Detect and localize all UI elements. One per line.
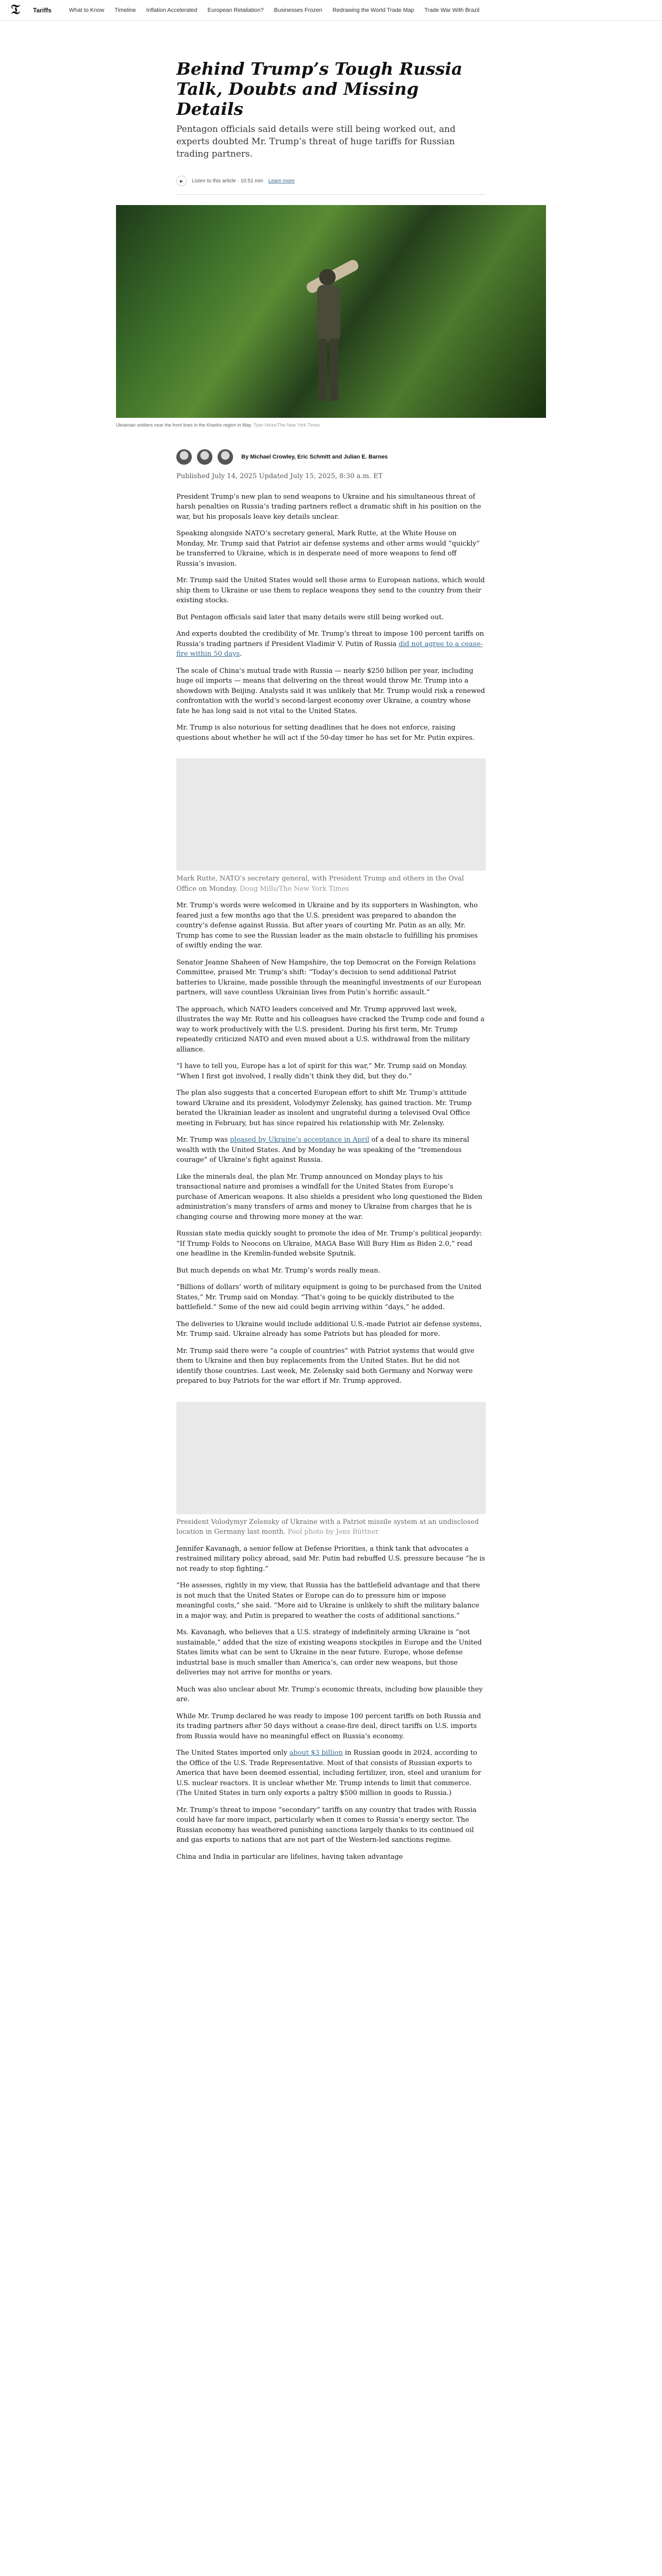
paragraph: Mr. Trump is also notorious for setting deadlines that he does not enforce, raising questions about whether he will act if the 50-day timer he has set for Mr. Putin expires. xyxy=(176,724,475,742)
paragraph: President Trump’s new plan to send weapons to Ukraine and his simultaneous threat of harsh penalties on Russia’s trading partners reflect a dramatic shift in his position on the war, but his proposals leave key details unclear. xyxy=(176,493,482,521)
nav-link-european-retaliation[interactable]: European Retaliation? xyxy=(207,7,264,13)
paragraph-text: The United States imported only xyxy=(176,1749,290,1757)
headline: Behind Trump’s Tough Russia Talk, Doubts and Missing Details xyxy=(176,59,462,119)
hero-credit: Tyler Hicks/The New York Times xyxy=(253,422,320,428)
paragraph: Mr. Trump’s threat to impose “secondary” tariffs on any country that trades with Russia could have far more impact, particularly when it comes to Russia’s energy sector. The Russian economy has weathered punishing sanctions largely thanks to its continued oil and gas exports to nations that are not part of the Western-led sanctions regime. xyxy=(176,1806,477,1844)
image-placeholder xyxy=(176,758,486,871)
hero-image xyxy=(116,205,546,418)
byline-text[interactable]: By Michael Crowley, Eric Schmitt and Julian E. Barnes xyxy=(241,454,388,460)
figure-caption-text: President Volodymyr Zelensky of Ukraine with a Patriot missile system at an undisclosed location in Germany last month. xyxy=(176,1518,479,1536)
figure-caption-text: Mark Rutte, NATO’s secretary general, with President Trump and others in the Oval Office on Monday. xyxy=(176,875,464,893)
paragraph: The deliveries to Ukraine would include additional U.S.-made Patriot air defense systems, Mr. Trump said. Ukraine already has some Patriots but has pleaded for more. xyxy=(176,1320,482,1338)
article-body xyxy=(176,449,486,1862)
dateline: Published July 14, 2025 Updated July 15, 2025, 8:30 a.m. ET xyxy=(176,472,383,480)
byline xyxy=(176,449,486,465)
paragraph: Ms. Kavanagh, who believes that a U.S. strategy of indefinitely arming Ukraine is “not sustainable,” added that the size of existing weapons stockpiles in Europe and the United States limits what can be sent to Ukraine in the near future. Europe, whose defense industrial base is much smaller than America’s, can order new weapons, but those deliveries may not arrive for months or years. xyxy=(176,1629,482,1676)
paragraph: Mr. Trump’s words were welcomed in Ukraine and by its supporters in Washington, who feared just a few months ago that the U.S. president was prepared to abandon the country’s defense against Russia. But after years of courting Mr. Putin as an ally, Mr. Trump has come to see the Russian leader as the main obstacle to fulfilling his promises of swiftly ending the war. xyxy=(176,902,478,950)
listen-label: Listen to this article · 10:51 min xyxy=(192,178,263,184)
paragraph: “I have to tell you, Europe has a lot of spirit for this war,” Mr. Trump said on Monday. “When I first got involved, I really didn’t think they did, but they do.” xyxy=(176,1062,468,1080)
figure-zelensky xyxy=(176,1402,486,1537)
image-placeholder xyxy=(176,1402,486,1514)
article xyxy=(176,59,486,195)
hero-caption xyxy=(116,422,546,429)
learn-more-link[interactable]: Learn more xyxy=(268,178,295,184)
paragraph: Mr. Trump said there were “a couple of countries” with Patriot systems that would give them to Ukraine and then buy replacements from the United States. But he did not identify those countries. Last week, Mr. Zelensky said both Germany and Norway were prepared to buy Patriots for the war effort if Mr. Trump approved. xyxy=(176,1347,474,1385)
paragraph: But much depends on what Mr. Trump’s words really mean. xyxy=(176,1266,380,1275)
figure-credit: Pool photo by Jens Büttner xyxy=(287,1528,379,1536)
imports-link[interactable]: about $3 billion xyxy=(289,1749,343,1757)
paragraph-text: And experts doubted the credibility of Mr. Trump’s threat to impose 100 percent tariffs on Russia’s trading partners if President Vladimir V. Putin of Russia xyxy=(176,630,484,648)
play-icon[interactable]: ▶ xyxy=(176,176,187,186)
author-avatar[interactable] xyxy=(197,449,212,465)
paragraph: Speaking alongside NATO’s secretary general, Mark Rutte, at the White House on Monday, Mr. Trump said that Patriot air defense systems and other arms would “quickly” be transferred to Ukraine, which is in desperate need of more weapons to fend off Russia’s invasion. xyxy=(176,530,480,568)
nav-link-trade-war-brazil[interactable]: Trade War With Brazil xyxy=(424,7,479,13)
paragraph: China and India in particular are lifelines, having taken advantage xyxy=(176,1853,403,1861)
minerals-deal-link[interactable]: pleased by Ukraine’s acceptance in April xyxy=(230,1136,370,1144)
hero-figure xyxy=(116,205,546,429)
figure-rutte xyxy=(176,758,486,894)
summary: Pentagon officials said details were still being worked out, and experts doubted Mr. Trump’s threat of huge tariffs for Russian trading partners. xyxy=(176,124,456,159)
hero-caption-text: Ukrainian soldiers near the front lines in the Kharkiv region in May. xyxy=(116,422,252,428)
paragraph: Jennifer Kavanagh, a senior fellow at Defense Priorities, a think tank that advocates a restrained military policy abroad, said Mr. Putin had rebuffed U.S. pressure because “he is not ready to stop fighting.” xyxy=(176,1545,485,1573)
paragraph: Senator Jeanne Shaheen of New Hampshire, the top Democrat on the Foreign Relations Committee, praised Mr. Trump’s shift: “Today’s decision to send additional Patriot batteries to Ukraine, made possible through the meaningful investments of our European partners, will save countless Ukrainian lives from Putin’s horrific assault.” xyxy=(176,958,482,996)
paragraph xyxy=(176,629,486,659)
nav-link-timeline[interactable]: Timeline xyxy=(114,7,136,13)
paragraph: While Mr. Trump declared he was ready to impose 100 percent tariffs on both Russia and its trading partners after 50 days without a cease-fire deal, direct tariffs on U.S. imports from Russia would have no meaningful effect on Russia’s economy. xyxy=(176,1712,481,1740)
figure-caption xyxy=(176,874,486,894)
paragraph: Russian state media quickly sought to promote the idea of Mr. Trump’s political jeopardy: “If Trump Folds to Neocons on Ukraine, MAGA Base Will Bury Him as Biden 2.0,” read one headline in the Kremlin-funded website Sputnik. xyxy=(176,1230,482,1258)
paragraph-text: of a deal to share its mineral wealth with the United States. And by Monday he was speaking of the “tremendous courage” of Ukraine’s fight against Russia. xyxy=(176,1136,469,1164)
paragraph: The plan also suggests that a concerted European effort to shift Mr. Trump’s attitude toward Ukraine and its president, Volodymyr Zelensky, has gained traction. Mr. Trump berated the Ukrainian leader as insolent and ungrateful during a televised Oval Office meeting in February, but has since repaired his relationship with Mr. Zelensky. xyxy=(176,1089,472,1127)
paragraph xyxy=(176,1748,486,1799)
paragraph: “He assesses, rightly in my view, that Russia has the battlefield advantage and that there is not much that the United States or Europe can do to pressure him or impose meaningful costs,” she said. “More aid to Ukraine is unlikely to shift the military balance in a major way, and Putin is prepared to weather the costs of additional sanctions.” xyxy=(176,1582,481,1620)
paragraph: “Billions of dollars’ worth of military equipment is going to be purchased from the United States,” Mr. Trump said on Monday. “That’s going to be quickly distributed to the battlefield.” Some of the new aid could begin arriving within “days,” he added. xyxy=(176,1283,482,1311)
ceasefire-link[interactable]: did not agree to a cease-fire within 50 days xyxy=(176,640,483,658)
figure-caption xyxy=(176,1517,486,1537)
paragraph-text: Mr. Trump was xyxy=(176,1136,230,1144)
paragraph xyxy=(176,1135,486,1165)
nav-link-businesses-frozen[interactable]: Businesses Frozen xyxy=(274,7,322,13)
top-nav xyxy=(0,0,662,21)
paragraph: The approach, which NATO leaders conceived and Mr. Trump approved last week, illustrates the way Mr. Rutte and his colleagues have cracked the Trump code and found a way to work productively with the U.S. president. During his first term, Mr. Trump repeatedly criticized NATO and even mused about a U.S. withdrawal from the military alliance. xyxy=(176,1005,485,1054)
nav-link-trade-map[interactable]: Redrawing the World Trade Map xyxy=(332,7,415,13)
author-avatar[interactable] xyxy=(218,449,233,465)
soldier-illustration xyxy=(299,241,361,411)
nyt-logo[interactable]: 𝔗 xyxy=(11,2,20,18)
listen-bar xyxy=(176,171,486,195)
paragraph: Mr. Trump said the United States would sell those arms to European nations, which would ship them to Ukraine or use them to replace weapons they send to the country from their existing stocks. xyxy=(176,577,485,604)
nav-link-inflation[interactable]: Inflation Accelerated xyxy=(146,7,197,13)
nav-link-what-to-know[interactable]: What to Know xyxy=(69,7,105,13)
paragraph-text: in Russian goods in 2024, according to the Office of the U.S. Trade Representative. Most of that consists of Russian exports to America that have been deemed essential, including fertilizer, iron, steel and uranium for U.S. nuclear reactors. It is unclear whether Mr. Trump intends to limit that commerce. (The United States in turn only exports a paltry $500 million in goods to Russia.) xyxy=(176,1749,482,1797)
paragraph: Like the minerals deal, the plan Mr. Trump announced on Monday plays to his transactional nature and promises a windfall for the United States from Europe’s purchase of American weapons. It also shields a president who long questioned the Biden administration’s many transfers of arms and money to Ukraine from charges that he is changing course and throwing more money at the war. xyxy=(176,1173,483,1221)
paragraph-text: . xyxy=(240,650,242,658)
paragraph: But Pentagon officials said later that many details were still being worked out. xyxy=(176,613,444,621)
author-avatar[interactable] xyxy=(176,449,192,465)
figure-credit: Doug Mills/The New York Times xyxy=(239,885,350,893)
paragraph: The scale of China’s mutual trade with Russia — nearly $250 billion per year, including huge oil imports — means that delivering on the threat would throw Mr. Trump into a showdown with Beijing. Analysts said it was unlikely that Mr. Trump would risk a renewed confrontation with the world’s second-largest economy over Ukraine, a country whose fate he has long said is not vital to the United States. xyxy=(176,667,485,715)
paragraph: Much was also unclear about Mr. Trump’s economic threats, including how plausible they are. xyxy=(176,1685,483,1703)
nav-section-tariffs[interactable]: Tariffs xyxy=(33,6,52,14)
